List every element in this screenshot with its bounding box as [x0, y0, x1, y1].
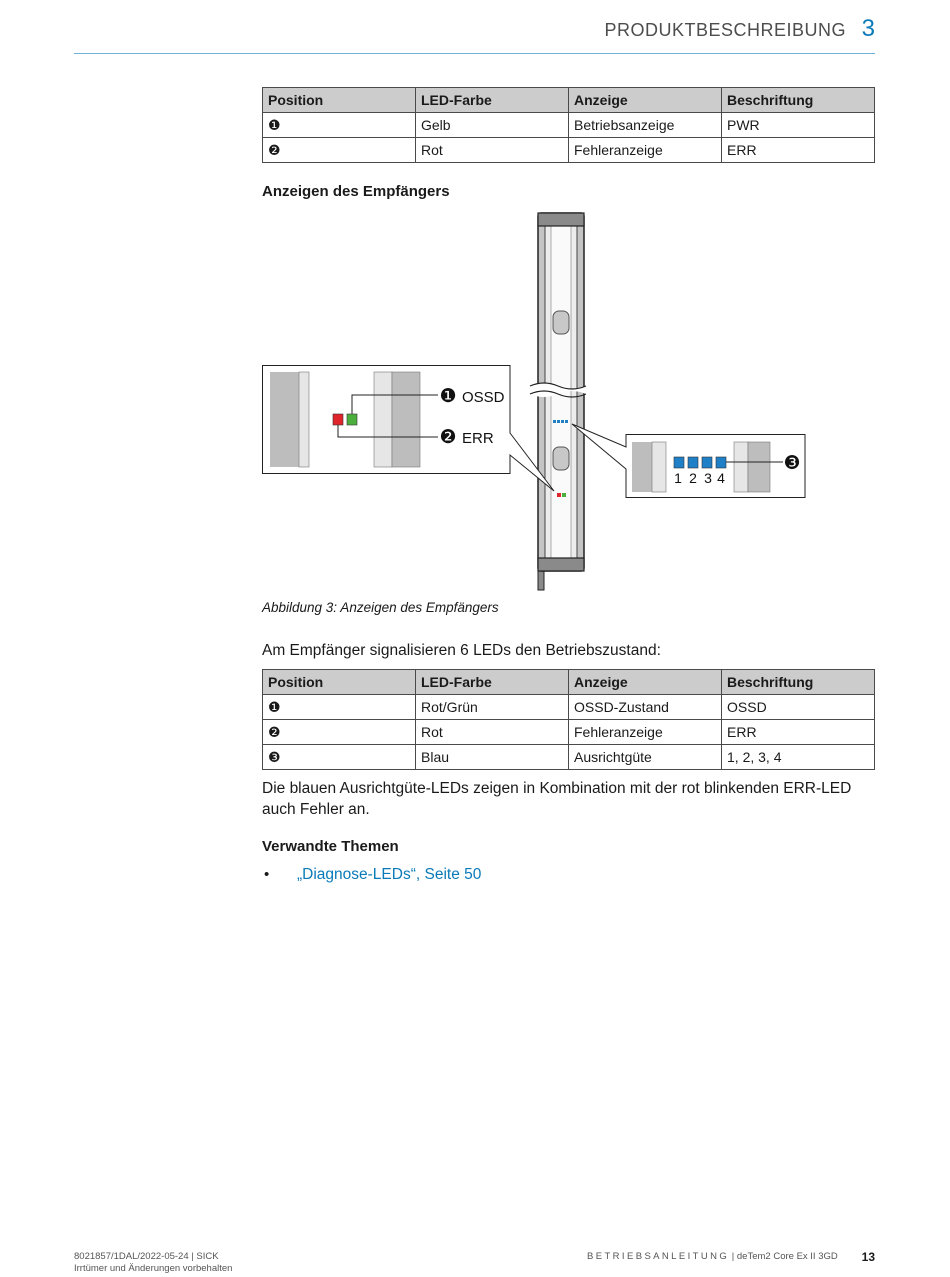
device-red-led	[557, 493, 561, 497]
intro-text: Am Empfänger signalisieren 6 LEDs den Betriebszustand:	[262, 642, 661, 659]
cell-label: PWR	[722, 113, 875, 138]
blue-led-3	[702, 457, 712, 468]
cell-position: ❶	[263, 695, 416, 720]
footer-page-number: 13	[861, 1250, 875, 1264]
cell-led-color: Rot	[416, 720, 569, 745]
cell-label: OSSD	[722, 695, 875, 720]
cell-led-color: Rot/Grün	[416, 695, 569, 720]
ossd-led	[347, 414, 357, 425]
table-row	[263, 138, 875, 163]
blue-led-2	[688, 457, 698, 468]
led-number-4: 4	[717, 470, 725, 486]
header-divider	[74, 53, 875, 54]
device-blue-led	[553, 420, 556, 423]
cell-position: ❶	[263, 113, 416, 138]
ossd-label: OSSD	[462, 389, 505, 406]
marker-2: ❷	[439, 426, 457, 448]
device-green-led	[562, 493, 566, 497]
column-header-display: Anzeige	[569, 670, 722, 695]
table-header-row	[263, 88, 875, 113]
cell-display: OSSD-Zustand	[569, 695, 722, 720]
footer-manual-info	[587, 1251, 838, 1262]
column-header-display: Anzeige	[569, 88, 722, 113]
right-callout	[572, 424, 805, 498]
err-label: ERR	[462, 430, 494, 447]
note-text-line-1: Die blauen Ausrichtgüte-LEDs zeigen in Kombination mit der rot blinkenden ERR-LED	[262, 780, 852, 797]
related-topics-heading: Verwandte Themen	[262, 838, 399, 855]
cell-position: ❷	[263, 720, 416, 745]
cell-display: Betriebsanzeige	[569, 113, 722, 138]
err-led	[333, 414, 343, 425]
cell-display: Ausrichtgüte	[569, 745, 722, 770]
column-header-led-color: LED-Farbe	[416, 670, 569, 695]
cell-led-color: Gelb	[416, 113, 569, 138]
cell-led-color: Rot	[416, 138, 569, 163]
column-header-label: Beschriftung	[722, 88, 875, 113]
device-blue-led	[565, 420, 568, 423]
cell-label: 1, 2, 3, 4	[722, 745, 875, 770]
blue-led-1	[674, 457, 684, 468]
receiver-device	[530, 213, 586, 590]
section-heading: Anzeigen des Empfängers	[262, 183, 450, 200]
cell-display: Fehleranzeige	[569, 138, 722, 163]
table-header-row	[263, 670, 875, 695]
table-row	[263, 695, 875, 720]
footer-manual-label: BETRIEBSANLEITUNG	[587, 1251, 730, 1262]
header-section-number: 3	[861, 15, 875, 42]
led-number-1: 1	[674, 470, 682, 486]
device-blue-led	[561, 420, 564, 423]
column-header-position: Position	[263, 88, 416, 113]
marker-3: ❸	[783, 452, 801, 474]
table-transmitter-leds	[262, 87, 875, 163]
column-header-led-color: LED-Farbe	[416, 88, 569, 113]
device-blue-led	[557, 420, 560, 423]
left-callout	[263, 366, 555, 492]
column-header-label: Beschriftung	[722, 670, 875, 695]
cell-position: ❷	[263, 138, 416, 163]
table-row	[263, 720, 875, 745]
marker-1: ❶	[439, 385, 457, 407]
blue-led-4	[716, 457, 726, 468]
led-number-3: 3	[704, 470, 712, 486]
column-header-position: Position	[263, 670, 416, 695]
cell-position: ❸	[263, 745, 416, 770]
table-row	[263, 745, 875, 770]
cell-led-color: Blau	[416, 745, 569, 770]
header-section-title: PRODUKTBESCHREIBUNG	[604, 20, 846, 40]
footer-doc-id: 8021857/1DAL/2022-05-24 | SICK	[74, 1251, 219, 1262]
led-number-2: 2	[689, 470, 697, 486]
table-receiver-leds	[262, 669, 875, 770]
receiver-figure	[262, 208, 822, 593]
cell-label: ERR	[722, 138, 875, 163]
footer-disclaimer: Irrtümer und Änderungen vorbehalten	[74, 1263, 233, 1274]
note-text-line-2: auch Fehler an.	[262, 801, 370, 818]
table-row	[263, 113, 875, 138]
cell-display: Fehleranzeige	[569, 720, 722, 745]
figure-caption: Abbildung 3: Anzeigen des Empfängers	[262, 600, 499, 615]
list-bullet: •	[264, 866, 270, 883]
related-topic-link[interactable]: „Diagnose-LEDs“, Seite 50	[297, 866, 482, 883]
cell-label: ERR	[722, 720, 875, 745]
footer-product-name: | deTem2 Core Ex II 3GD	[729, 1251, 838, 1262]
